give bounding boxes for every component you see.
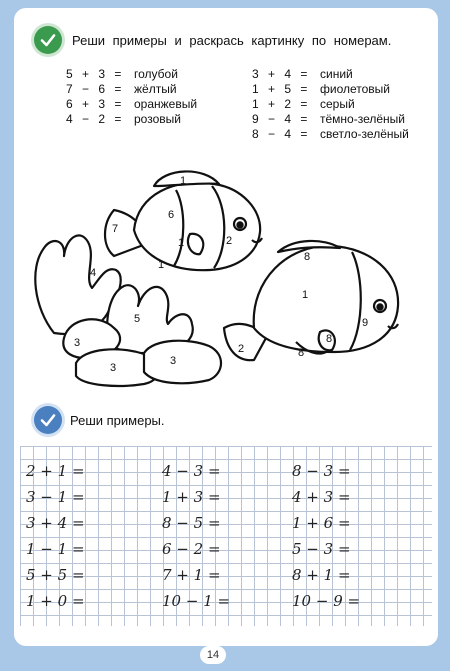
key-row [252,127,409,142]
example-item: 8 + 1 = [292,566,351,584]
key-color: серый [320,97,355,111]
key-row [66,67,197,82]
key-color: фиолетовый [320,82,391,96]
key-color: розовый [134,112,181,126]
example-item: 7 + 1 = [162,566,221,584]
example-item: 10 − 1 = [162,592,231,610]
color-key-right [252,67,409,142]
key-color: светло-зелёный [320,127,409,141]
example-item: 3 − 1 = [26,488,85,506]
key-color: тёмно-зелёный [320,112,405,126]
key-color: оранжевый [134,97,198,111]
key-expression: 6 + 3 = [66,97,122,111]
example-item: 4 + 3 = [292,488,351,506]
number-label: 6 [168,209,175,221]
number-label: 9 [362,317,369,329]
fish-fin [188,234,203,254]
key-expression: 1 + 5 = [252,82,308,96]
key-row [252,112,409,127]
key-expression: 1 + 2 = [252,97,308,111]
number-label: 1 [158,259,165,271]
color-key-left [66,67,197,127]
key-expression: 8 − 4 = [252,127,308,141]
number-label: 7 [112,223,119,235]
rock-shape [144,341,221,384]
fish-fin [154,171,219,186]
number-label: 8 [326,333,333,345]
number-label: 3 [170,355,177,367]
number-label: 3 [74,337,81,349]
workbook-page [14,8,438,646]
key-expression: 4 − 2 = [66,112,122,126]
example-item: 5 + 5 = [26,566,85,584]
example-item: 4 − 3 = [162,462,221,480]
check-icon [34,26,62,54]
key-expression: 9 − 4 = [252,112,308,126]
example-item: 6 − 2 = [162,540,221,558]
color-by-number-picture [14,148,438,393]
key-row [66,97,197,112]
key-color: голубой [134,67,178,81]
example-item: 3 + 4 = [26,514,85,532]
number-label: 2 [226,235,233,247]
number-label: 8 [304,251,311,263]
number-label: 3 [110,362,117,374]
key-row [66,82,197,97]
number-label: 8 [298,347,305,359]
task-1-instruction: Реши примеры и раскрась картинку по номерам. [72,33,392,48]
example-item: 1 + 6 = [292,514,351,532]
number-label: 2 [238,343,245,355]
number-label: 1 [302,289,309,301]
number-label: 4 [90,267,97,279]
key-color: жёлтый [134,82,177,96]
example-item: 8 − 3 = [292,462,351,480]
example-item: 10 − 9 = [292,592,361,610]
task-2-instruction: Реши примеры. [70,413,165,428]
key-row [252,97,409,112]
check-icon [34,406,62,434]
example-item: 1 − 1 = [26,540,85,558]
grid-paper [20,446,432,626]
key-row [252,67,409,82]
page-number: 14 [200,646,226,664]
number-label: 5 [134,313,141,325]
key-expression: 5 + 3 = [66,67,122,81]
example-item: 1 + 0 = [26,592,85,610]
key-color: синий [320,67,353,81]
key-expression: 7 − 6 = [66,82,122,96]
key-row [252,82,409,97]
example-item: 2 + 1 = [26,462,85,480]
example-item: 8 − 5 = [162,514,221,532]
number-label: 1 [178,237,185,249]
key-row [66,112,197,127]
example-item: 5 − 3 = [292,540,351,558]
example-item: 1 + 3 = [162,488,221,506]
key-expression: 3 + 4 = [252,67,308,81]
number-label: 1 [180,175,187,187]
